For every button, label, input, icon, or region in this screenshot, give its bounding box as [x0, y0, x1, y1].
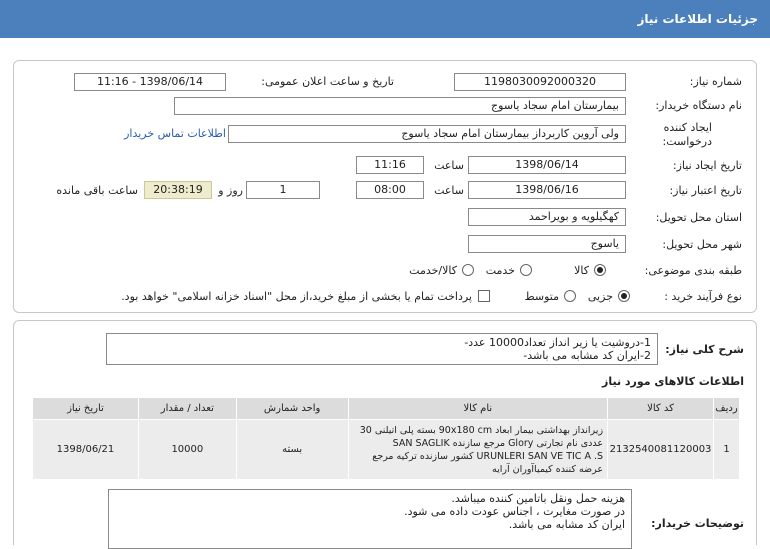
province-field: کهگیلویه و بویراحمد	[468, 208, 626, 226]
validity-time-field: 08:00	[356, 181, 424, 199]
treasury-checkbox[interactable]	[478, 290, 490, 302]
category-radio-goods-service[interactable]	[462, 264, 474, 276]
creator-label-2: درخواست:	[662, 135, 712, 148]
creator-field: ولی آروین کاربرداز بیمارستان امام سجاد یاسوج	[228, 125, 626, 143]
process-option-minor: جزیی	[587, 290, 613, 303]
row-date: 1398/06/21	[33, 420, 139, 480]
treasury-note: پرداخت تمام یا بخشی از مبلغ خرید،از محل "اسناد خزانه اسلامی" خواهد بود.	[121, 290, 472, 303]
process-option-medium: متوسط	[524, 290, 559, 303]
summary-field: 1-دروشیت یا زیر انداز تعداد10000 عدد- 2-ایران کد مشابه می باشد-	[106, 333, 658, 365]
table-row	[33, 420, 740, 480]
category-radio-service[interactable]	[520, 264, 532, 276]
buyer-field: بیمارستان امام سجاد یاسوج	[174, 97, 626, 115]
category-option-goods: کالا	[574, 264, 589, 277]
buyer-notes-label: توضیحات خریدار:	[651, 517, 744, 530]
days-label: روز و	[218, 184, 243, 197]
validity-date-field: 1398/06/16	[468, 181, 626, 199]
row-code: 2132540081120003	[608, 420, 714, 480]
col-index: ردیف	[714, 398, 740, 420]
row-unit: بسته	[236, 420, 348, 480]
province-label: استان محل تحویل:	[655, 211, 742, 224]
col-code: کد کالا	[608, 398, 714, 420]
days-field: 1	[246, 181, 320, 199]
col-name: نام کالا	[348, 398, 607, 420]
col-qty: تعداد / مقدار	[138, 398, 236, 420]
create-date-field: 1398/06/14	[468, 156, 626, 174]
row-name: زیرانداز بهداشتی بیمار ابعاد 90x180 cm بسته پلی اتیلنی 30 عددی نام تجارتی Glory مرجع سازنده SAN SAGLIK URUNLERI SAN VE TIC A .S کشور سازنده ترکیه مرجع عرضه کننده کیمیاآوران آرایه	[348, 420, 607, 480]
row-index: 1	[714, 420, 740, 480]
announce-field: 1398/06/14 - 11:16	[74, 73, 226, 91]
validity-time-label: ساعت	[434, 184, 464, 197]
page-title: جزئیات اطلاعات نیاز	[637, 12, 758, 26]
info-panel	[13, 60, 757, 313]
row-qty: 10000	[138, 420, 236, 480]
buyer-notes-field: هزینه حمل ونقل باتامین کننده میباشد. در صورت مغایرت ، اجناس عودت داده می شود. ایران کد مشابه می باشد.	[108, 489, 632, 549]
remaining-time-field: 20:38:19	[144, 181, 212, 199]
goods-table-header	[33, 398, 740, 420]
process-radio-minor[interactable]	[618, 290, 630, 302]
summary-label: شرح کلی نیاز:	[665, 343, 744, 356]
city-label: شهر محل تحویل:	[662, 238, 742, 251]
need-number-field: 1198030092000320	[454, 73, 626, 91]
need-number-label: شماره نیاز:	[689, 75, 742, 88]
goods-table	[32, 397, 740, 480]
remaining-label: ساعت باقی مانده	[56, 184, 138, 197]
category-option-service: خدمت	[485, 264, 515, 277]
process-radio-medium[interactable]	[564, 290, 576, 302]
goods-section-title: اطلاعات کالاهای مورد نیاز	[602, 375, 744, 388]
process-label: نوع فرآیند خرید :	[664, 290, 742, 303]
col-unit: واحد شمارش	[236, 398, 348, 420]
create-time-field: 11:16	[356, 156, 424, 174]
create-time-label: ساعت	[434, 159, 464, 172]
validity-label: تاریخ اعتبار نیاز:	[669, 184, 742, 197]
category-radio-goods[interactable]	[594, 264, 606, 276]
creator-label-1: ایجاد کننده	[663, 121, 712, 134]
details-panel	[13, 320, 757, 545]
buyer-label: نام دستگاه خریدار:	[655, 99, 742, 112]
create-date-label: تاریخ ایجاد نیاز:	[672, 159, 742, 172]
category-option-goods-service: کالا/خدمت	[409, 264, 457, 277]
contact-buyer-link[interactable]: اطلاعات تماس خریدار	[124, 127, 226, 140]
city-field: یاسوج	[468, 235, 626, 253]
col-date: تاریخ نیاز	[33, 398, 139, 420]
category-label: طبقه بندی موضوعی:	[644, 264, 742, 277]
announce-label: تاریخ و ساعت اعلان عمومی:	[261, 75, 394, 88]
page-header	[0, 0, 770, 38]
